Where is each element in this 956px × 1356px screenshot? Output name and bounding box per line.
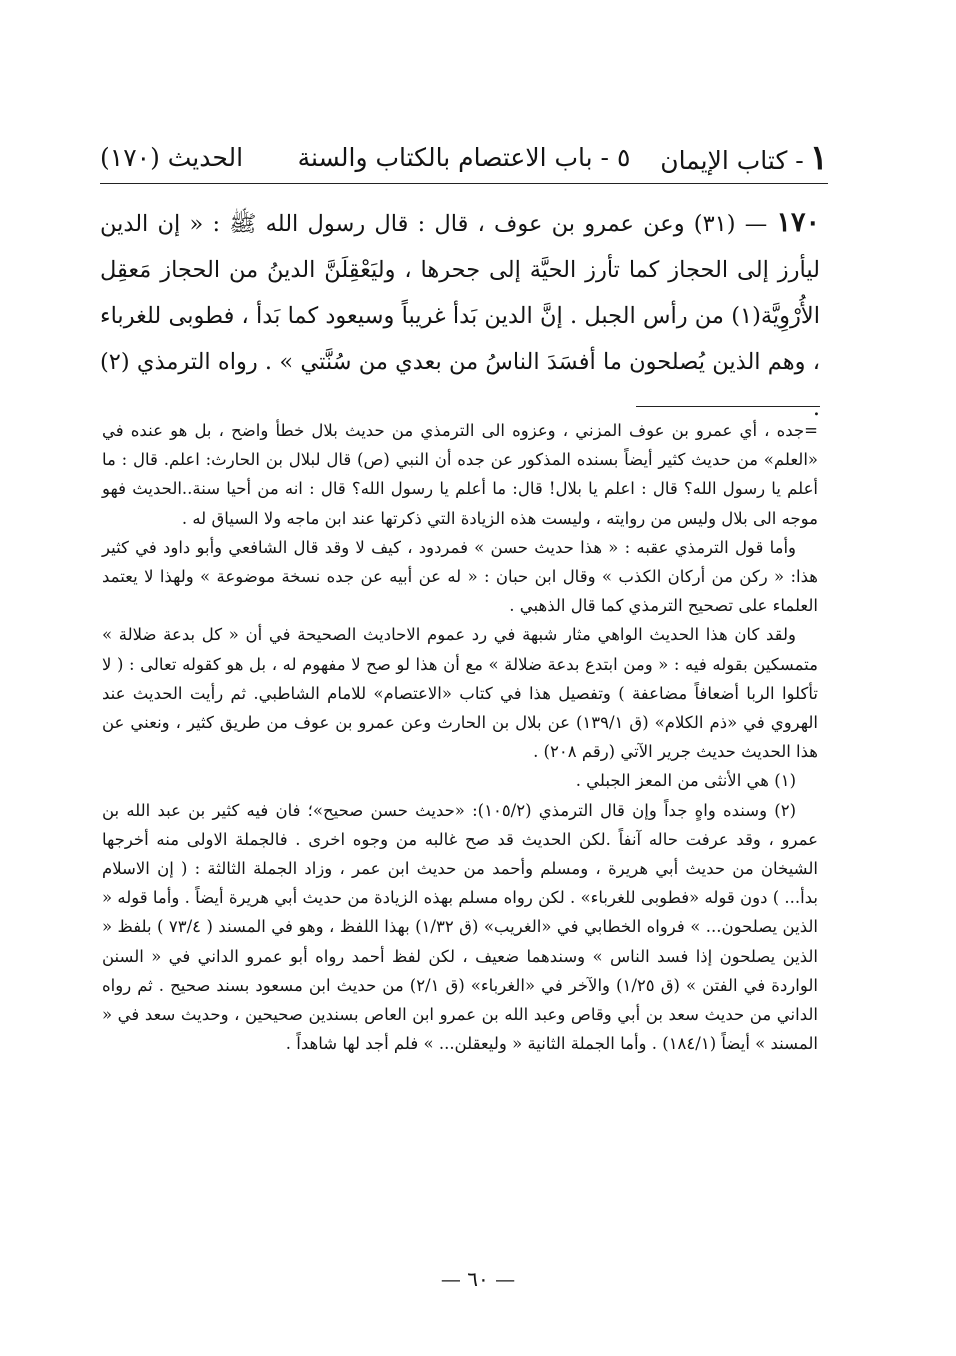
footnote-2: (٢) وسنده واهٍ جداً وإن قال الترمذي (١٠٥/٢): «حديث حسن صحيح»؛ فان فيه كثير بن عبد الله بن عمرو ، وقد عرفت حاله آنفاً .لكن الحديث قد صح غالبه من وجوه اخرى . فالجملة الاولى منه أخرجها الشيخان من حديث أبي هريرة ، ومسلم وأحمد من حديث ابن عمر ، وزاد الجملة الثالثة : ( إن الاسلام بدأ... ) دون قوله «فطوبى للغرباء» . لكن رواه مسلم بهذه الزيادة من حديث أبي هريرة أيضاً . وأما قوله « الذين يصلحون... » فرواه الخطابي في «الغريب» (ق ١/٣٢) بهذا اللفظ ، وهو في المسند ( ٧٣/٤ ) بلفظ « الذين يصلحون إذا فسد الناس » وسندهما ضعيف ، لكن لفظ أحمد رواه أبو عمرو الداني في « السنن الواردة في الفتن » (ق ١/٢٥) والآخر في «الغرباء» (ق ٢/١) من حديث ابن مسعود بسند صحيح . ثم رواه الداني من حديث سعد بن أبي وقاص وعبد الله بن عمرو ابن العاص بسندين صحيحين ، وحديث سعد في « المسند » أيضاً (١٨٤/١) . وأما الجملة الثانية « وليعقلن... » فلم أجد لها شاهداً .: [102, 800, 818, 1054]
hadith-number: ١٧٠: [776, 207, 820, 238]
chapter-title: ٥ - باب الاعتصام بالكتاب والسنة: [297, 143, 631, 172]
footnote-continuation: =جده ، أي عمرو بن عوف المزني ، وعزوه الى الترمذي من حديث بلال خطأ واضح ، بل هو عنده في «العلم» من حديث كثير أيضاً بسنده المذكور عن جده أن النبي (ص) قال لبلال بن الحارث: اعلم. قال : ما أعلم يا رسول الله؟ قال : اعلم يا بلال! قال: ما أعلم يا رسول الله؟ قال : انه من أحيا سنة..الحديث فهو موجه الى بلال وليس من روايته ، وليست هذه الزيادة التي ذكرتها عند ابن ماجه ولا السياق له .: [102, 421, 818, 528]
header-divider: [100, 183, 828, 184]
footnote-paragraph: ولقد كان هذا الحديث الواهي مثار شبهة في رد عموم الاحاديث الصحيحة في أن « كل بدعة ضلالة » متمسكين بقوله فيه : « ومن ابتدع بدعة ضلالة » مع أن هذا لو صح لا مفهوم له ، بل هو كقوله تعالى : ( لا تأكلوا الربا أضعافاً مضاعفة ) وتفصيل هذا في كتاب «الاعتصام» للامام الشاطبي. ثم رأيت الحديث عند الهروي في «ذم الكلام» (ق ١٣٩/١) عن بلال بن الحارث وعن عمرو بن عوف من طريق كثير ، ونعني عن هذا الحديث حديث جرير الآتي (رقم ٢٠٨) .: [102, 625, 818, 762]
footnote-paragraph: وأما قول الترمذي عقبه : « هذا حديث حسن » فمردود ، كيف لا وقد قال الشافعي وأبو داود في كثير هذا: « ركن من أركان الكذب » وقال ابن حبان : « له عن أبيه عن جده نسخة موضوعة » ولهذا لا يعتمد العلماء على تصحيح الترمذي كما قال الذهبي .: [102, 537, 818, 616]
book-number: ١: [809, 138, 828, 178]
book-title: [660, 138, 828, 181]
footnotes: [102, 416, 818, 1058]
hadith-reference: الحديث (١٧٠): [100, 143, 244, 172]
footnote-1: (١) هي الأنثى من المعز الجبلي .: [575, 771, 796, 791]
hadith-body: — (٣١) وعن عمرو بن عوف ، قال : قال رسول الله ﷺ : « إن الدين ليأرز إلى الحجاز كما تأرز الحيَّة إلى جحرها ، وليَعْقِلَنَّ الدينُ من الحجاز مَعقِل الأُرْوِيَّة(١) من رأس الجبل . إنَّ الدين بَدأ غريباً وسيعود كما بَدأ ، فطوبى للغرباء ، وهم الذين يُصلحون ما أفسَدَ الناسُ من بعدي من سُنَّتي » . رواه الترمذي (٢) .: [100, 211, 820, 421]
hadith-text: [100, 200, 820, 431]
page-number: — ٦٠ —: [440, 1267, 516, 1291]
footnote-divider: [636, 406, 820, 407]
running-header: [100, 138, 828, 178]
book-label: - كتاب الإيمان: [660, 146, 804, 175]
